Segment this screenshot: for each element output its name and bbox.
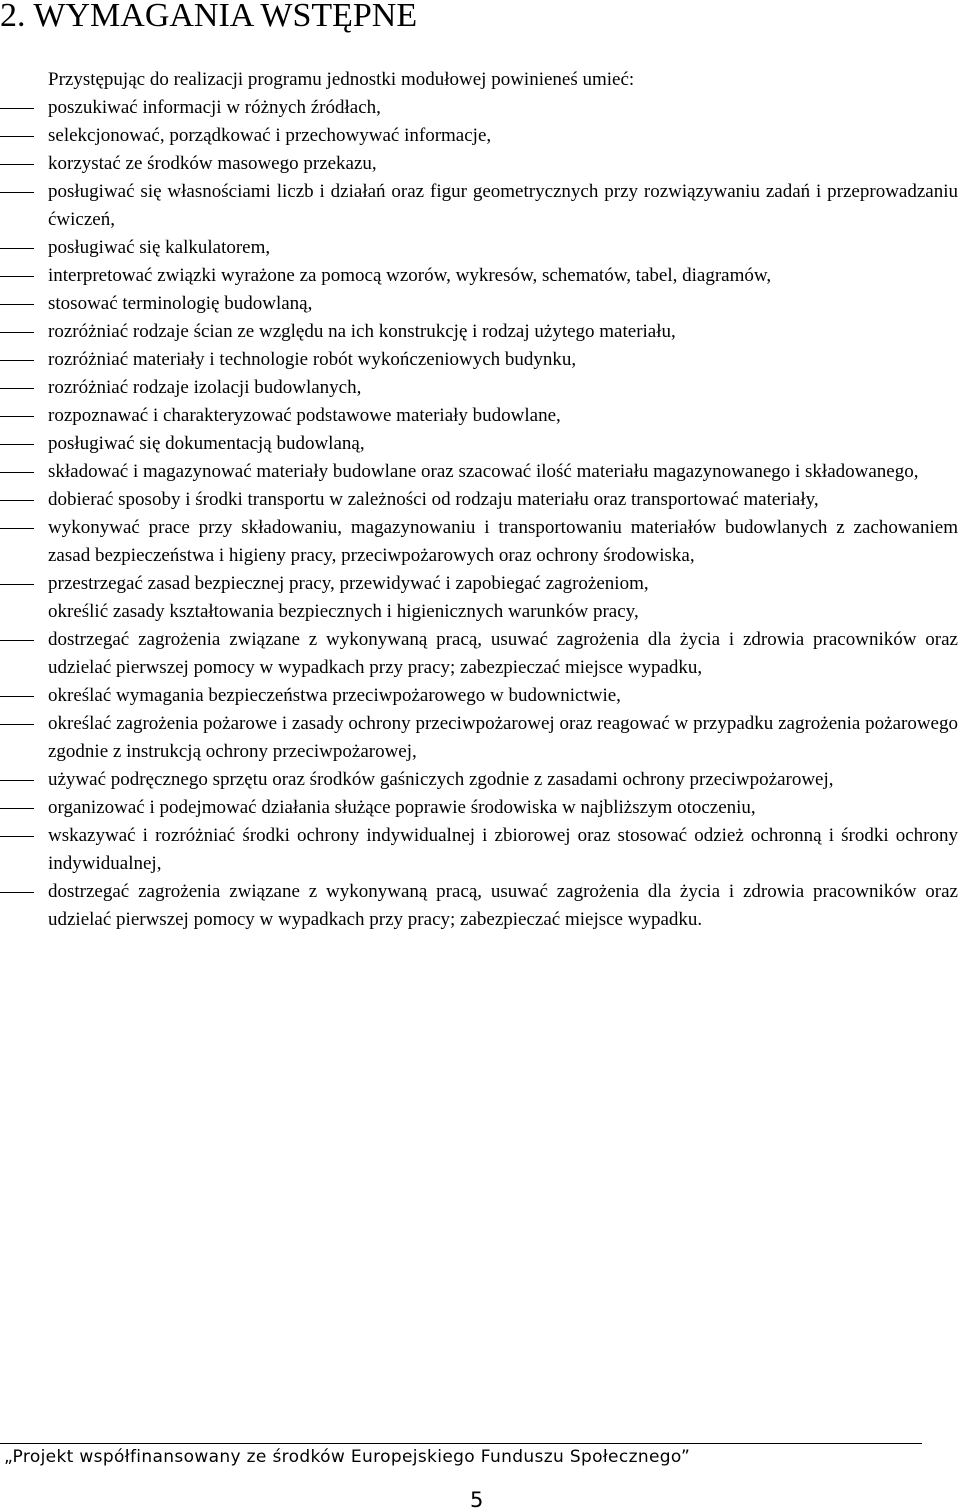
requirement-item: dobierać sposoby i środki transportu w zależności od rodzaju materiału oraz transportować materiały, xyxy=(0,486,960,514)
requirement-item: stosować terminologię budowlaną, xyxy=(0,290,960,318)
requirement-item: określać zagrożenia pożarowe i zasady ochrony przeciwpożarowej oraz reagować w przypadku zagrożenia pożarowego zgodnie z instrukcją ochrony przeciwpożarowej, xyxy=(0,710,960,766)
requirement-item: korzystać ze środków masowego przekazu, xyxy=(0,150,960,178)
requirement-item: posługiwać się kalkulatorem, xyxy=(0,234,960,262)
requirement-item: poszukiwać informacji w różnych źródłach, xyxy=(0,94,960,122)
requirement-item: rozpoznawać i charakteryzować podstawowe materiały budowlane, xyxy=(0,402,960,430)
requirement-item: używać podręcznego sprzętu oraz środków gaśniczych zgodnie z zasadami ochrony przeciwpożarowej, xyxy=(0,766,960,794)
requirement-item: przestrzegać zasad bezpiecznej pracy, przewidywać i zapobiegać zagrożeniom, xyxy=(0,570,960,598)
requirement-item: posługiwać się własnościami liczb i działań oraz figur geometrycznych przy rozwiązywaniu zadań i przeprowadzaniu ćwiczeń, xyxy=(0,178,960,234)
requirement-item: określić zasady kształtowania bezpiecznych i higienicznych warunków pracy, xyxy=(48,601,639,622)
footer-funding-note: „Projekt współfinansowany ze środków Europejskiego Funduszu Społecznego” xyxy=(4,1447,691,1467)
requirement-item: wskazywać i rozróżniać środki ochrony indywidualnej i zbiorowej oraz stosować odzież ochronną i środki ochrony indywidualnej, xyxy=(0,822,960,878)
requirements-list xyxy=(0,94,960,934)
requirement-item: selekcjonować, porządkować i przechowywać informacje, xyxy=(0,122,960,150)
requirement-item: rozróżniać materiały i technologie robót wykończeniowych budynku, xyxy=(0,346,960,374)
section-heading: 2. WYMAGANIA WSTĘPNE xyxy=(0,0,418,34)
requirement-item: interpretować związki wyrażone za pomocą wzorów, wykresów, schematów, tabel, diagramów, xyxy=(0,262,960,290)
footer-divider xyxy=(0,1443,922,1444)
requirement-item: określać wymagania bezpieczeństwa przeciwpożarowego w budownictwie, xyxy=(0,682,960,710)
requirement-item: wykonywać prace przy składowaniu, magazynowaniu i transportowaniu materiałów budowlanych z zachowaniem zasad bezpieczeństwa i higieny pracy, przeciwpożarowych oraz ochrony środowiska, xyxy=(0,514,960,570)
requirement-item: składować i magazynować materiały budowlane oraz szacować ilość materiału magazynowanego i składowanego, xyxy=(0,458,960,486)
requirement-item: posługiwać się dokumentacją budowlaną, xyxy=(0,430,960,458)
requirement-item: dostrzegać zagrożenia związane z wykonywaną pracą, usuwać zagrożenia dla życia i zdrowia pracowników oraz udzielać pierwszej pomocy w wypadkach przy pracy; zabezpieczać miejsce wypadku. xyxy=(0,878,960,934)
requirement-item: dostrzegać zagrożenia związane z wykonywaną pracą, usuwać zagrożenia dla życia i zdrowia pracowników oraz udzielać pierwszej pomocy w wypadkach przy pracy; zabezpieczać miejsce wypadku, xyxy=(0,626,960,682)
requirement-item: organizować i podejmować działania służące poprawie środowiska w najbliższym otoczeniu, xyxy=(0,794,960,822)
page-number: 5 xyxy=(470,1488,484,1512)
intro-text: Przystępując do realizacji programu jednostki modułowej powinieneś umieć: xyxy=(48,69,635,90)
requirement-item: rozróżniać rodzaje izolacji budowlanych, xyxy=(0,374,960,402)
requirement-item: rozróżniać rodzaje ścian ze względu na ich konstrukcję i rodzaj użytego materiału, xyxy=(0,318,960,346)
